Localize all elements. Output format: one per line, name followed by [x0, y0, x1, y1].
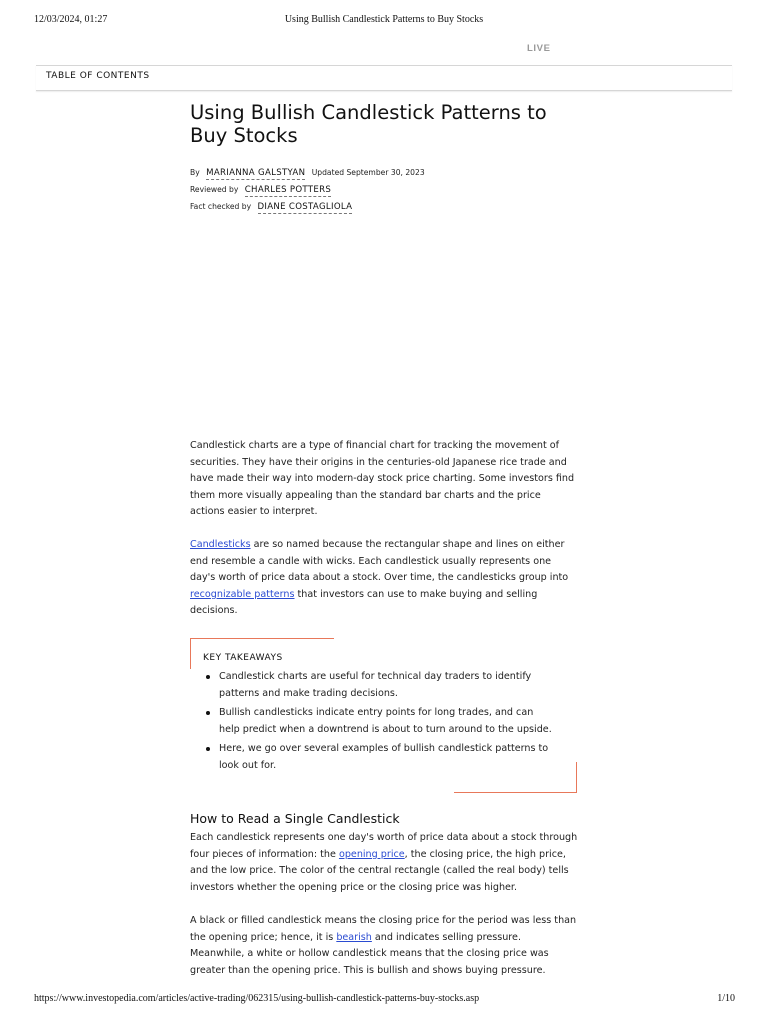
print-date: 12/03/2024, 01:27: [34, 14, 108, 25]
byline-factchecker: [190, 202, 352, 212]
intro-paragraph-2: Candlesticks are so named because the rectangular shape and lines on either end resemble a candle with wicks. Each candlestick usually represents one day's worth of price data about a stock. Over time, the candlesticks group into recognizable patterns that investors can use to make buying and selling decisions.: [190, 539, 569, 616]
page-title: Using Bullish Candlestick Patterns to Buy Stocks: [190, 101, 547, 147]
list-item: Bullish candlesticks indicate entry points for long trades, and can help predict when a downtrend is about to turn around to the upside.: [203, 705, 553, 738]
section-paragraph-2: A black or filled candlestick means the closing price for the period was less than the opening price; hence, it is bearish and indicates selling pressure. Meanwhile, a white or hollow candlestick means that the closing price was greater than the opening price. This is bullish and shows buying pressure.: [190, 915, 577, 976]
candlesticks-link[interactable]: Candlesticks: [190, 539, 251, 550]
print-header: [0, 14, 768, 30]
recognizable-patterns-link[interactable]: recognizable patterns: [190, 588, 295, 600]
updated-date: Updated September 30, 2023: [311, 168, 425, 177]
list-item: Candlestick charts are useful for technical day traders to identify patterns and make trading decisions.: [203, 669, 553, 702]
opening-price-link[interactable]: opening price: [338, 848, 405, 860]
live-label[interactable]: LIVE: [527, 43, 551, 54]
print-footer: [0, 993, 768, 1009]
intro-paragraph-1: Candlestick charts are a type of financial chart for tracking the movement of securities. They have their origins in the centuries-old Japanese rice trade and have made their way into modern-day stock price charting. Some investors find them more visually appealing than the standard bar charts and the price actions easier to interpret.: [190, 440, 575, 517]
table-of-contents-button[interactable]: TABLE OF CONTENTS: [46, 71, 150, 81]
factchecker-link[interactable]: DIANE COSTAGLIOLA: [257, 202, 353, 212]
bullet-icon: [206, 711, 210, 715]
frame-corner-line: [454, 792, 577, 793]
section-paragraph-1-container: [190, 830, 578, 896]
list-item: Here, we go over several examples of bullish candlestick patterns to look out for.: [203, 741, 553, 774]
byline-author: [190, 168, 425, 178]
bullet-icon: [206, 747, 210, 751]
factcheck-label: Fact checked by: [190, 202, 252, 211]
print-url: https://www.investopedia.com/articles/active-trading/062315/using-bullish-candlestick-patterns-buy-stocks.asp: [34, 993, 480, 1004]
key-takeaways-title: KEY TAKEAWAYS: [203, 653, 283, 663]
reviewer-link[interactable]: CHARLES POTTERS: [244, 185, 332, 195]
section-paragraph-1: Each candlestick represents one day's worth of price data about a stock through four pieces of information: the opening price, the closing price, the high price, and the low price. The color of the central rectangle (called the real body) tells investors whether the opening price or the closing price was higher.: [190, 832, 578, 893]
table-of-contents-bar[interactable]: [36, 65, 732, 91]
bearish-link[interactable]: bearish: [336, 931, 372, 943]
bullet-icon: [206, 675, 210, 679]
section-paragraph-2-container: [190, 913, 577, 979]
frame-corner-line: [190, 638, 191, 669]
byline-reviewer: [190, 185, 331, 195]
key-takeaways-list: [203, 669, 553, 777]
author-link[interactable]: MARIANNA GALSTYAN: [206, 168, 306, 178]
by-label: By: [190, 168, 200, 177]
page-number: 1/10: [717, 993, 735, 1004]
reviewed-label: Reviewed by: [190, 185, 239, 194]
frame-corner-line: [190, 638, 334, 639]
print-title: Using Bullish Candlestick Patterns to Buy Stocks: [284, 14, 484, 25]
section-heading: How to Read a Single Candlestick: [190, 811, 400, 826]
frame-corner-line: [576, 762, 577, 793]
